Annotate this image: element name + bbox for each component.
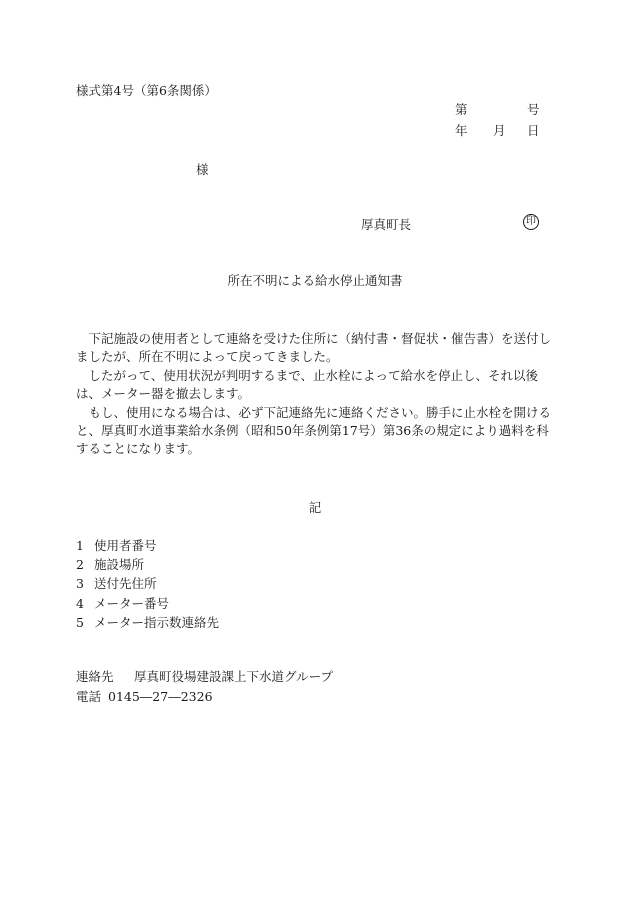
contact-value: 厚真町役場建設課上下水道グループ xyxy=(134,669,334,684)
contact-line xyxy=(76,669,333,686)
list-item-number: 3 xyxy=(76,576,84,592)
list-item xyxy=(76,576,219,595)
list-item-label: メーター番号 xyxy=(94,595,170,611)
list-item-label: メーター指示数連絡先 xyxy=(94,614,220,630)
date-year: 年 xyxy=(455,123,468,138)
addressee-honorific: 様 xyxy=(196,162,209,177)
ki-heading: 記 xyxy=(308,500,322,515)
document-title xyxy=(0,273,630,290)
date-day: 日 xyxy=(527,123,540,138)
list-item-label: 使用者番号 xyxy=(94,538,157,553)
list-item-label: 送付先住所 xyxy=(94,576,157,592)
seal-mark: 印 xyxy=(523,214,539,230)
document-title-text: 所在不明による給水停止通知書 xyxy=(227,273,403,288)
list-item-label: 施設場所 xyxy=(94,557,145,573)
number-suffix: 号 xyxy=(527,102,540,117)
notice-body xyxy=(76,330,552,459)
date-month: 月 xyxy=(493,123,506,138)
contact-label: 連絡先 xyxy=(76,669,114,684)
list-item xyxy=(76,596,219,615)
list-item-number: 5 xyxy=(76,614,84,630)
body-paragraph-1: 下記施設の使用者として連絡を受けた住所に（納付書・督促状・催告書）を送付しましたが、所在不明によって戻ってきました。 xyxy=(76,331,552,365)
list-item-number: 2 xyxy=(76,557,84,573)
phone-line xyxy=(76,689,213,706)
number-prefix: 第 xyxy=(455,102,468,117)
list-item xyxy=(76,557,219,576)
phone-value: 0145―27―2326 xyxy=(108,689,213,704)
list-item-number: 4 xyxy=(76,595,84,611)
list-item xyxy=(76,615,219,634)
body-paragraph-2: したがって、使用状況が判明するまで、止水栓によって給水を停止し、それ以後は、メーター器を撤去します。 xyxy=(76,367,539,402)
item-list xyxy=(76,538,219,634)
sender-name: 厚真町長 xyxy=(361,217,412,232)
body-paragraph-3: もし、使用になる場合は、必ず下記連絡先に連絡ください。勝手に止水栓を開けると、厚真町水道事業給水条例（昭和50年条例第17号）第36条の規定により過料を科することになります。 xyxy=(76,404,552,457)
list-item xyxy=(76,538,219,557)
phone-label: 電話 xyxy=(76,689,102,704)
list-item-number: 1 xyxy=(76,538,84,553)
form-number-label: 様式第4号（第6条関係） xyxy=(76,83,217,98)
